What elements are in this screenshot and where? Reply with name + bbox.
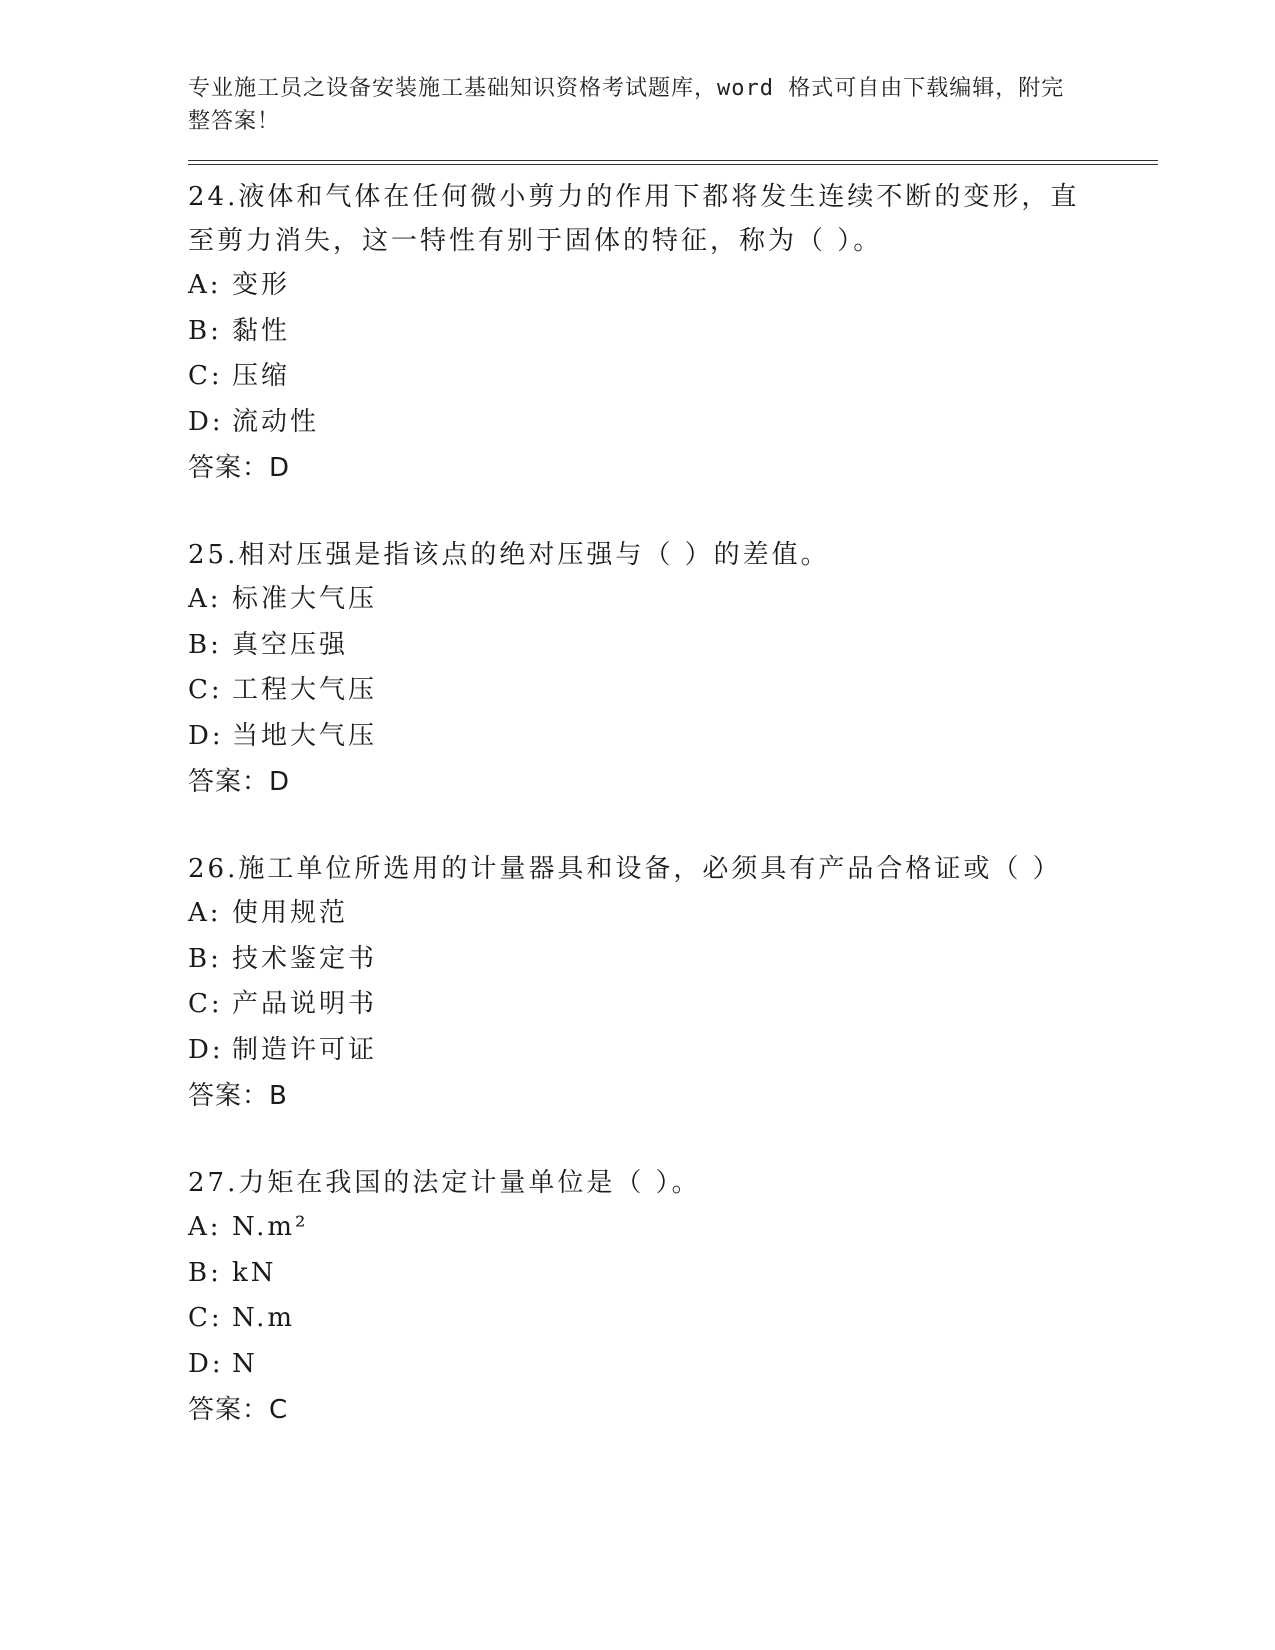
option-letter: B: — [188, 943, 222, 974]
option-text: 技术鉴定书 — [232, 943, 378, 974]
option-text: 真空压强 — [232, 629, 349, 660]
answer-line: 答案：C — [188, 1395, 289, 1425]
question-stem: 27.力矩在我国的法定计量单位是（ ）。 — [188, 1168, 701, 1198]
option-letter: A: — [188, 898, 222, 928]
option-letter: C: — [188, 1303, 223, 1333]
option-text: N.m — [232, 1303, 296, 1333]
option-letter: D: — [188, 720, 224, 751]
question-stem: 24.液体和气体在任何微小剪力的作用下都将发生连续不断的变形，直至剪力消失，这一特性有别于固体的特征，称为（ ）。 — [188, 182, 1080, 256]
option-letter: D: — [188, 406, 224, 437]
question-stem: 25.相对压强是指该点的绝对压强与（ ）的差值。 — [188, 540, 830, 570]
option-a — [188, 1205, 1158, 1251]
option-text: 工程大气压 — [232, 675, 378, 705]
option-letter: C: — [188, 989, 223, 1019]
option-c — [188, 668, 1158, 714]
question-stem: 26.施工单位所选用的计量器具和设备，必须具有产品合格证或（ ） — [188, 854, 1062, 884]
option-a — [188, 891, 1158, 937]
answer-line: 答案：D — [188, 767, 291, 797]
option-b — [188, 309, 1158, 355]
option-a — [188, 263, 1158, 309]
header-divider — [188, 160, 1158, 165]
document-header: 专业施工员之设备安装施工基础知识资格考试题库，word 格式可自由下载编辑，附完整答案！ — [188, 76, 1065, 134]
option-text: 流动性 — [232, 406, 320, 437]
option-text: 制造许可证 — [232, 1034, 378, 1065]
question-24 — [188, 175, 1158, 491]
option-text: 产品说明书 — [232, 989, 378, 1019]
option-text: N — [232, 1348, 258, 1379]
option-letter: C: — [188, 675, 223, 705]
option-d — [188, 714, 1158, 760]
option-letter: A: — [188, 584, 222, 614]
option-text: 使用规范 — [232, 898, 349, 928]
answer-line: 答案：D — [188, 453, 291, 483]
option-b — [188, 1251, 1158, 1297]
option-letter: B: — [188, 315, 222, 346]
option-text: N.m² — [232, 1212, 309, 1242]
option-text: 压缩 — [232, 361, 291, 391]
document-page — [188, 72, 1158, 1433]
option-letter: B: — [188, 629, 222, 660]
option-letter: D: — [188, 1034, 224, 1065]
option-letter: D: — [188, 1348, 224, 1379]
option-text: 当地大气压 — [232, 720, 378, 751]
option-letter: B: — [188, 1257, 222, 1288]
option-d — [188, 1028, 1158, 1074]
option-text: 变形 — [232, 270, 291, 300]
option-a — [188, 577, 1158, 623]
answer-line: 答案：B — [188, 1081, 288, 1111]
option-letter: A: — [188, 1212, 222, 1242]
question-25 — [188, 533, 1158, 805]
option-d — [188, 1342, 1158, 1388]
option-text: 黏性 — [232, 315, 291, 346]
question-27 — [188, 1161, 1158, 1433]
option-c — [188, 354, 1158, 400]
option-letter: C: — [188, 361, 223, 391]
option-c — [188, 1296, 1158, 1342]
option-text: 标准大气压 — [232, 584, 378, 614]
option-d — [188, 400, 1158, 446]
option-b — [188, 937, 1158, 983]
option-text: kN — [232, 1257, 277, 1288]
option-letter: A: — [188, 270, 222, 300]
question-26 — [188, 847, 1158, 1119]
option-c — [188, 982, 1158, 1028]
option-b — [188, 623, 1158, 669]
